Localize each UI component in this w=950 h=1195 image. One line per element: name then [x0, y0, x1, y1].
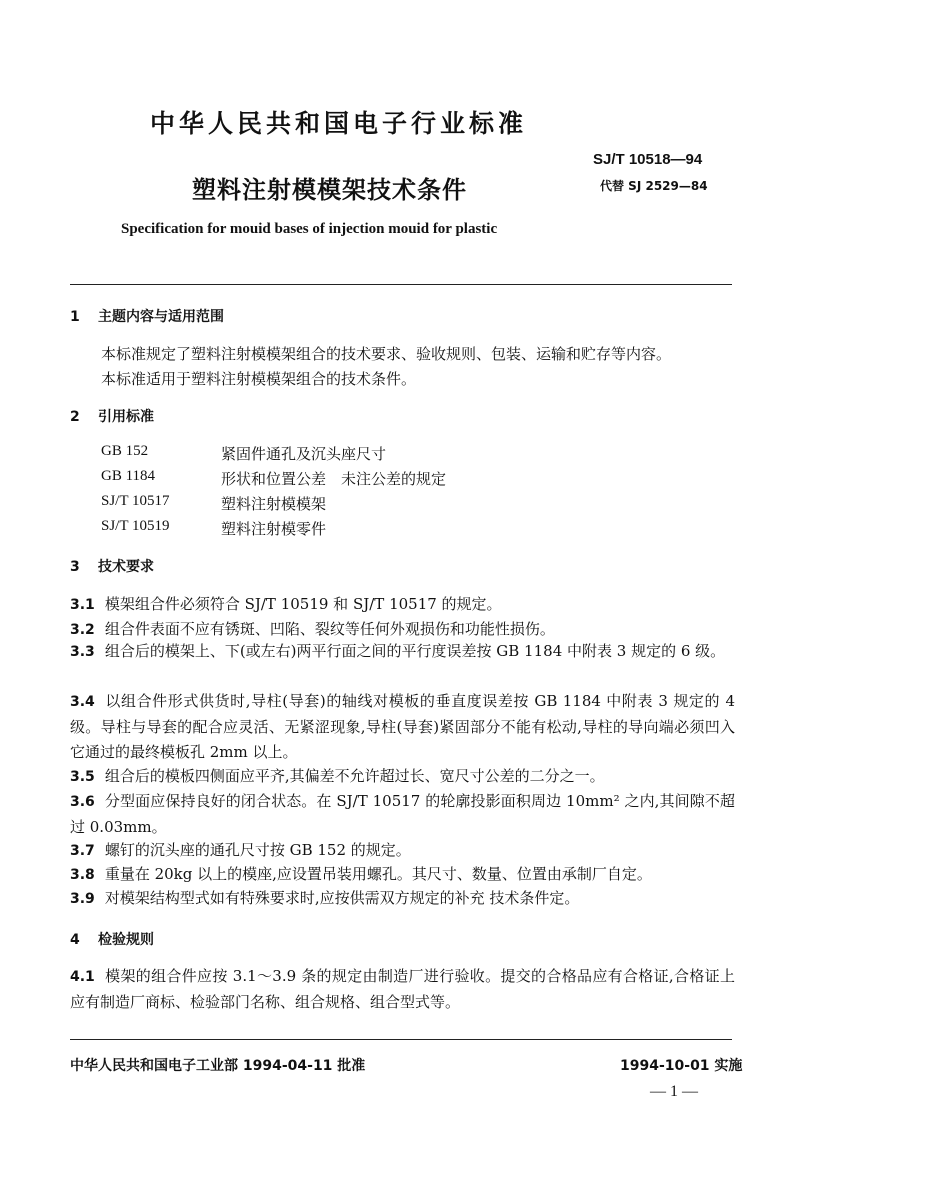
clause-3-4 [70, 689, 735, 765]
section-title: 主题内容与适用范围 [98, 309, 224, 325]
section-title: 检验规则 [98, 932, 154, 948]
clause-number: 3.9 [70, 891, 95, 907]
paragraph: 本标准规定了塑料注射模模架组合的技术要求、验收规则、包装、运输和贮存等内容。 [101, 345, 672, 363]
clause-number: 3.6 [70, 794, 95, 810]
clause-text: 分型面应保持良好的闭合状态。在 SJ/T 10517 的轮廓投影面积周边 10mm² 之内,其间隙不超过 0.03mm。 [70, 792, 735, 836]
header-divider [70, 284, 732, 285]
document-title: 塑料注射模模架技术条件 [192, 176, 467, 204]
reference-title: 塑料注射模模架 [221, 495, 327, 513]
clause-text: 组合件表面不应有锈斑、凹陷、裂纹等任何外观损伤和功能性损伤。 [104, 620, 555, 638]
clause-number: 4.1 [70, 969, 95, 985]
reference-title: 形状和位置公差 未注公差的规定 [221, 470, 447, 488]
section-number: 3 [70, 559, 80, 575]
clause-3-8 [70, 862, 735, 888]
clause-3-7 [70, 838, 735, 864]
clause-3-6 [70, 789, 735, 840]
clause-3-1 [70, 592, 735, 618]
clause-text: 组合后的模板四侧面应平齐,其偏差不允许超过长、宽尺寸公差的二分之一。 [104, 767, 605, 785]
standard-code: SJ/T 10518—94 [593, 151, 703, 168]
section-title: 引用标准 [98, 409, 154, 425]
section-3-heading [70, 556, 154, 576]
clause-3-5 [70, 764, 735, 790]
paragraph: 本标准适用于塑料注射模模架组合的技术条件。 [101, 370, 417, 388]
issuing-organization: 中华人民共和国电子行业标准 [150, 109, 528, 138]
clause-number: 3.1 [70, 597, 95, 613]
reference-code: GB 1184 [101, 468, 156, 484]
document-title-english: Specification for mouid bases of injection mouid for plastic [121, 221, 498, 237]
clause-number: 3.3 [70, 644, 95, 660]
reference-title: 紧固件通孔及沉头座尺寸 [221, 445, 387, 463]
clause-text: 模架组合件必须符合 SJ/T 10519 和 SJ/T 10517 的规定。 [104, 595, 502, 613]
reference-code: SJ/T 10517 [101, 493, 170, 509]
clause-text: 组合后的模架上、下(或左右)两平行面之间的平行度误差按 GB 1184 中附表 3 规定的 6 级。 [104, 642, 726, 660]
clause-4-1 [70, 964, 735, 1015]
clause-text: 重量在 20kg 以上的模座,应设置吊装用螺孔。其尺寸、数量、位置由承制厂自定。 [104, 865, 652, 883]
clause-text: 螺钉的沉头座的通孔尺寸按 GB 152 的规定。 [104, 841, 411, 859]
section-number: 1 [70, 309, 80, 325]
clause-text: 对模架结构型式如有特殊要求时,应按供需双方规定的补充 技术条件定。 [104, 889, 580, 907]
clause-3-3 [70, 639, 735, 665]
clause-3-9 [70, 886, 735, 912]
replaces-standard: 代替 SJ 2529—84 [600, 179, 708, 193]
clause-number: 3.5 [70, 769, 95, 785]
clause-number: 3.4 [70, 694, 95, 710]
section-number: 2 [70, 409, 80, 425]
clause-number: 3.7 [70, 843, 95, 859]
approval-statement: 中华人民共和国电子工业部 1994-04-11 批准 [70, 1058, 366, 1074]
footer-divider [70, 1039, 732, 1040]
reference-code: GB 152 [101, 443, 149, 459]
reference-code: SJ/T 10519 [101, 518, 170, 534]
page-number: — 1 — [650, 1083, 698, 1100]
clause-number: 3.2 [70, 622, 95, 638]
section-number: 4 [70, 932, 80, 948]
clause-number: 3.8 [70, 867, 95, 883]
effective-date: 1994-10-01 实施 [620, 1058, 743, 1074]
clause-text: 模架的组合件应按 3.1～3.9 条的规定由制造厂进行验收。提交的合格品应有合格证,合格证上应有制造厂商标、检验部门名称、组合规格、组合型式等。 [70, 967, 735, 1011]
reference-title: 塑料注射模零件 [221, 520, 327, 538]
section-1-heading [70, 306, 224, 326]
clause-text: 以组合件形式供货时,导柱(导套)的轴线对模板的垂直度误差按 GB 1184 中附表 3 规定的 4 级。导柱与导套的配合应灵活、无紧涩现象,导柱(导套)紧固部分不能有松动,导柱的导向端必须凹入它通过的最终模板孔 2mm 以上。 [70, 692, 735, 761]
section-title: 技术要求 [98, 559, 154, 575]
section-2-heading [70, 406, 154, 426]
section-4-heading [70, 929, 154, 949]
